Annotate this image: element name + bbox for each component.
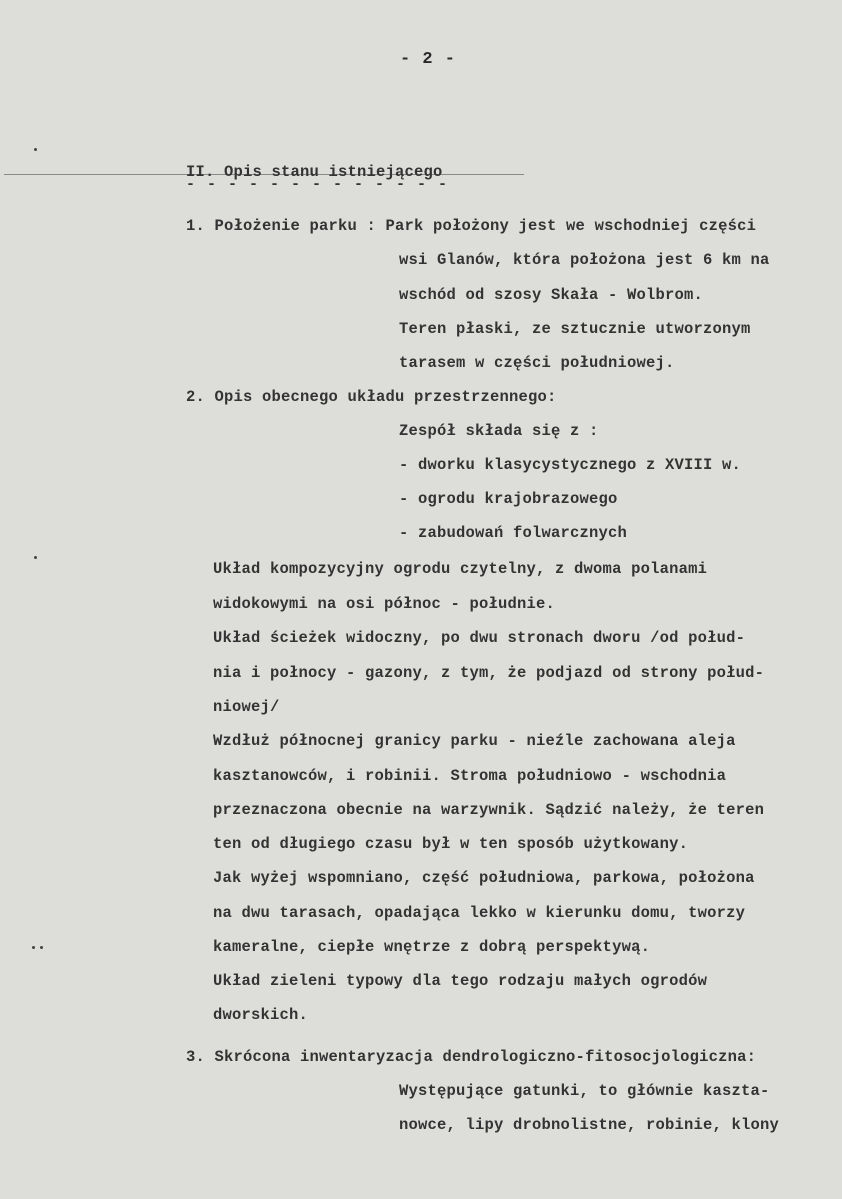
text-line: - ogrodu krajobrazowego: [399, 490, 618, 508]
text-line: przeznaczona obecnie na warzywnik. Sądzić należy, że teren: [213, 801, 765, 819]
text-line: Wzdłuż północnej granicy parku - nieźle zachowana aleja: [213, 732, 736, 750]
section-heading: II. Opis stanu istniejącego: [186, 163, 443, 181]
text-line: tarasem w części południowej.: [399, 354, 675, 372]
text-line: niowej/: [213, 698, 280, 716]
page-number: - 2 -: [400, 50, 457, 69]
text-line: Układ ścieżek widoczny, po dwu stronach dworu /od połud-: [213, 629, 746, 647]
text-line: kameralne, ciepłe wnętrze z dobrą perspektywą.: [213, 938, 651, 956]
text-line: nia i połnocy - gazony, z tym, że podjazd od strony połud-: [213, 664, 765, 682]
text-line: Występujące gatunki, to głównie kaszta-: [399, 1082, 770, 1100]
scan-speck: [34, 556, 37, 559]
text-line: kasztanowców, i robinii. Stroma południowo - wschodnia: [213, 767, 727, 785]
text-line: dworskich.: [213, 1006, 309, 1024]
text-line: 2. Opis obecnego układu przestrzennego:: [186, 388, 557, 406]
text-line: nowce, lipy drobnolistne, robinie, klony: [399, 1116, 780, 1134]
text-line: na dwu tarasach, opadająca lekko w kierunku domu, tworzy: [213, 904, 746, 922]
text-line: Układ zieleni typowy dla tego rodzaju małych ogrodów: [213, 972, 708, 990]
scan-speck: [34, 148, 37, 151]
text-line: Teren płaski, ze sztucznie utworzonym: [399, 320, 751, 338]
text-line: Jak wyżej wspomniano, część południowa, parkowa, położona: [213, 869, 755, 887]
text-line: Zespół składa się z :: [399, 422, 599, 440]
scan-speck: [32, 946, 35, 949]
text-line: - zabudowań folwarcznych: [399, 524, 628, 542]
text-line: widokowymi na osi północ - południe.: [213, 595, 556, 613]
text-line: wschód od szosy Skała - Wolbrom.: [399, 286, 704, 304]
text-line: ten od długiego czasu był w ten sposób użytkowany.: [213, 835, 689, 853]
text-line: wsi Glanów, która położona jest 6 km na: [399, 251, 770, 269]
text-line: Układ kompozycyjny ogrodu czytelny, z dwoma polanami: [213, 560, 708, 578]
text-line: 3. Skrócona inwentaryzacja dendrologiczno-fitosocjologiczna:: [186, 1048, 757, 1066]
text-line: 1. Położenie parku : Park położony jest we wschodniej części: [186, 217, 757, 235]
scan-speck: [40, 946, 43, 949]
text-line: - dworku klasycystycznego z XVIII w.: [399, 456, 742, 474]
heading-underline: - - - - - - - - - - - - -: [186, 176, 449, 193]
